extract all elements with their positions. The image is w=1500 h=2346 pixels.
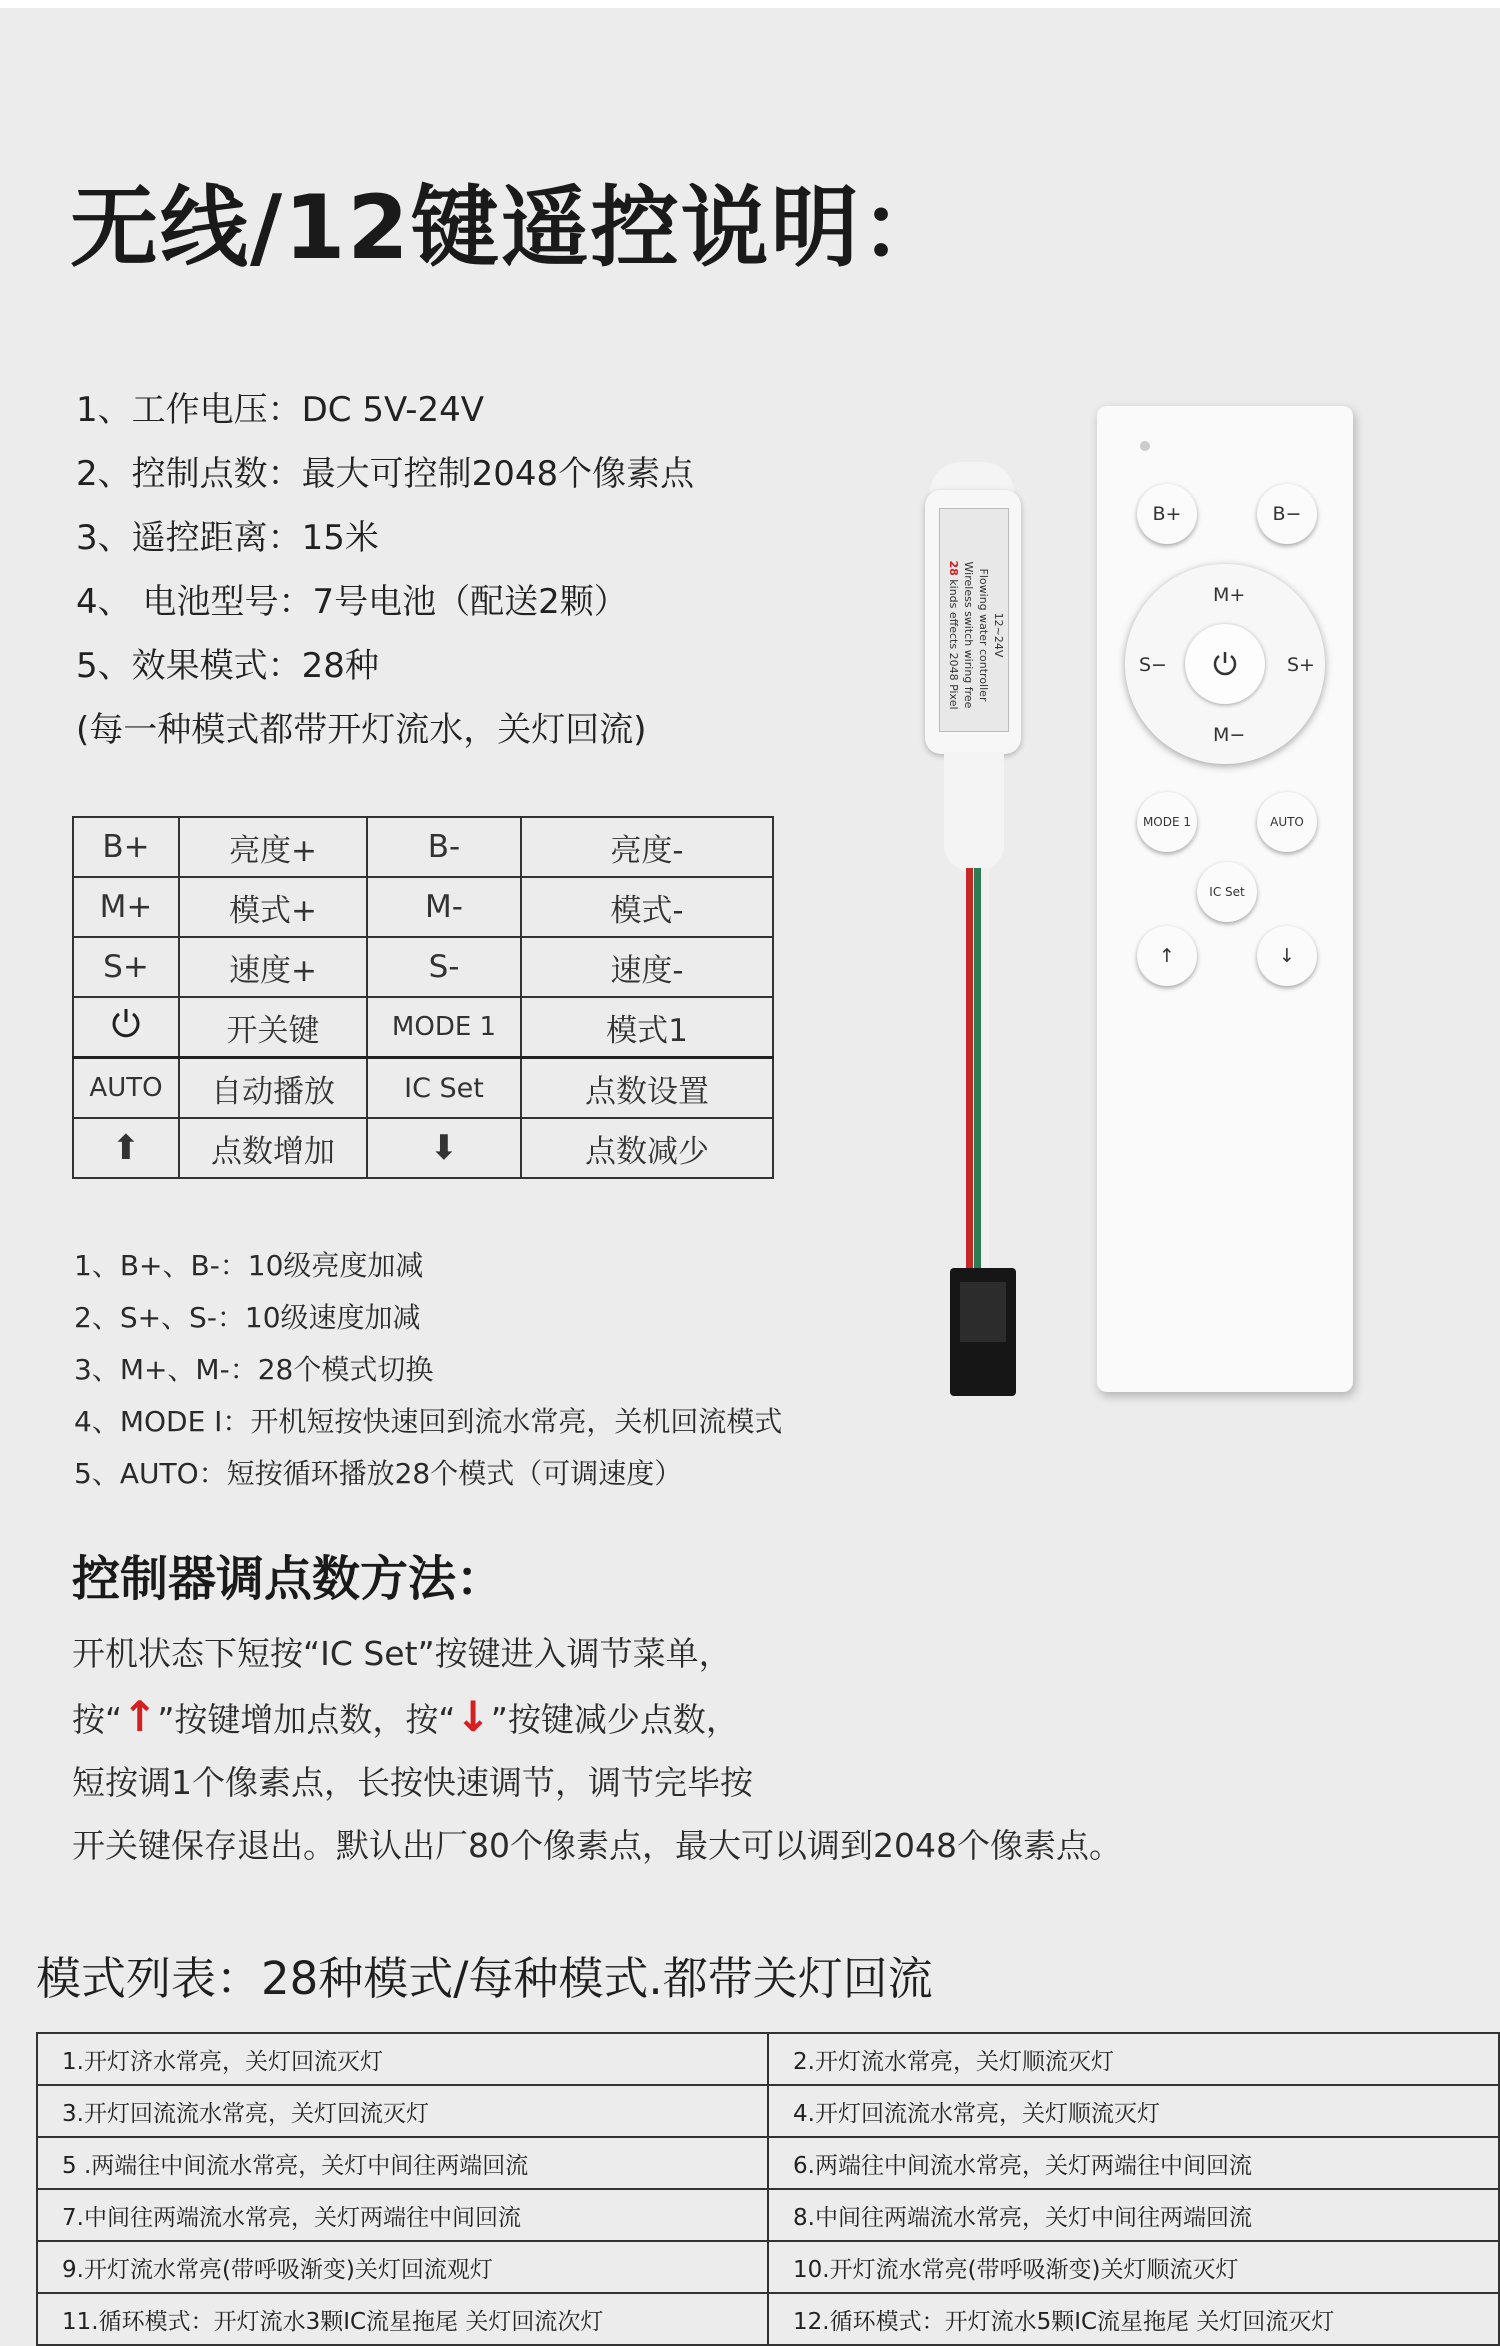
- label-effects: kinds effects 2048 Pixel: [947, 579, 960, 710]
- function-cell: 开关键: [179, 997, 367, 1058]
- table-row: [37, 2189, 1499, 2241]
- remote-down-arrow-icon: ↓: [1257, 926, 1317, 986]
- key-cell: IC Set: [367, 1058, 521, 1119]
- remote-ic-set-button: IC Set: [1197, 862, 1257, 922]
- red-up-arrow-icon: ↑: [122, 1692, 158, 1741]
- table-row: [73, 1058, 773, 1119]
- function-cell: 点数增加: [179, 1118, 367, 1178]
- function-cell: 点数减少: [521, 1118, 773, 1178]
- function-cell: 亮度+: [179, 817, 367, 877]
- mode-cell: 6.两端往中间流水常亮，关灯两端往中间回流: [768, 2137, 1499, 2189]
- method-line: [72, 1685, 1122, 1751]
- key-cell: M+: [73, 877, 179, 937]
- mode-cell: 8.中间往两端流水常亮，关灯中间往两端回流: [768, 2189, 1499, 2241]
- note-item: 2、S+、S-：10级速度加减: [74, 1301, 421, 1334]
- modes-heading: 模式列表：28种模式/每种模式.都带关灯回流: [36, 1952, 933, 2005]
- method-line: 开关键保存退出。默认出厂80个像素点，最大可以调到2048个像素点。: [72, 1826, 1122, 1865]
- mode-cell: 11.循环模式：开灯流水3颗IC流星拖尾 关灯回流次灯: [37, 2293, 768, 2345]
- note-item: 4、MODE I：开机短按快速回到流水常亮，关机回流模式: [74, 1405, 783, 1438]
- function-cell: 自动播放: [179, 1058, 367, 1119]
- top-strip: [0, 0, 1500, 8]
- function-cell: 模式1: [521, 997, 773, 1058]
- mode-cell: 7.中间往两端流水常亮，关灯两端往中间回流: [37, 2189, 768, 2241]
- remote-s-plus-label: S+: [1287, 654, 1315, 676]
- key-cell: B+: [73, 817, 179, 877]
- remote-power-button: [1185, 624, 1265, 704]
- mode-cell: 4.开灯回流流水常亮，关灯顺流灭灯: [768, 2085, 1499, 2137]
- remote-m-minus-label: M−: [1213, 724, 1246, 746]
- function-cell: 模式-: [521, 877, 773, 937]
- key-cell: B-: [367, 817, 521, 877]
- up-arrow-icon: ⬆: [73, 1118, 179, 1178]
- remote-up-arrow-icon: ↑: [1137, 926, 1197, 986]
- green-wire: [974, 868, 981, 1268]
- method-text: [72, 1622, 1122, 1877]
- table-row: [73, 877, 773, 937]
- note-item: 5、AUTO：短按循环播放28个模式（可调速度）: [74, 1457, 683, 1490]
- red-down-arrow-icon: ↓: [455, 1692, 491, 1741]
- controller-strain-relief: [944, 752, 1004, 872]
- mode-cell: 5 .两端往中间流水常亮，关灯中间往两端回流: [37, 2137, 768, 2189]
- mode-cell: 3.开灯回流流水常亮，关灯回流灭灯: [37, 2085, 768, 2137]
- note-item: 1、B+、B-：10级亮度加减: [74, 1249, 424, 1282]
- method-line: 开机状态下短按“IC Set”按键进入调节菜单，: [72, 1634, 732, 1673]
- spec-modes: 5、效果模式：28种: [76, 646, 379, 686]
- table-row: [37, 2293, 1499, 2345]
- table-row: [37, 2033, 1499, 2085]
- mode-cell: 9.开灯流水常亮(带呼吸渐变)关灯回流观灯: [37, 2241, 768, 2293]
- table-row: [73, 997, 773, 1058]
- remote-auto-button: AUTO: [1257, 792, 1317, 852]
- page-title: 无线/12键遥控说明：: [70, 176, 951, 279]
- mode-cell: 12.循环模式：开灯流水5颗IC流星拖尾 关灯回流灭灯: [768, 2293, 1499, 2345]
- function-cell: 速度+: [179, 937, 367, 997]
- mode-list-table: [36, 2032, 1500, 2346]
- table-row: [73, 817, 773, 877]
- power-icon: [109, 1006, 143, 1040]
- key-cell: M-: [367, 877, 521, 937]
- remote-control: [1097, 406, 1353, 1392]
- spec-battery: 4、 电池型号：7号电池（配送2颗）: [76, 582, 628, 622]
- key-cell: MODE 1: [367, 997, 521, 1058]
- key-cell: S-: [367, 937, 521, 997]
- controller-label: [939, 508, 1009, 732]
- remote-led-indicator: [1140, 441, 1150, 451]
- spec-points: 2、控制点数：最大可控制2048个像素点: [76, 454, 695, 494]
- remote-b-minus-button: B−: [1257, 484, 1317, 544]
- down-arrow-icon: ⬇: [367, 1118, 521, 1178]
- red-wire: [966, 868, 973, 1268]
- key-cell: AUTO: [73, 1058, 179, 1119]
- table-row: [37, 2241, 1499, 2293]
- method-text-part: ”按键增加点数，按“: [157, 1700, 456, 1739]
- function-cell: 模式+: [179, 877, 367, 937]
- mode-cell: 1.开灯济水常亮，关灯回流灭灯: [37, 2033, 768, 2085]
- key-function-table: [72, 816, 774, 1179]
- key-notes: [74, 1240, 782, 1500]
- function-cell: 点数设置: [521, 1058, 773, 1119]
- method-text-part: 按“: [72, 1700, 123, 1739]
- table-row: [37, 2137, 1499, 2189]
- table-row: [73, 1118, 773, 1178]
- remote-m-plus-label: M+: [1213, 584, 1246, 606]
- key-cell: [73, 997, 179, 1058]
- mode-cell: 10.开灯流水常亮(带呼吸渐变)关灯顺流灭灯: [768, 2241, 1499, 2293]
- label-line: Wireless switch wiring free: [962, 561, 975, 709]
- method-heading: 控制器调点数方法：: [72, 1551, 505, 1607]
- note-item: 3、M+、M-：28个模式切换: [74, 1353, 434, 1386]
- spec-distance: 3、遥控距离：15米: [76, 518, 379, 558]
- power-icon: [1210, 649, 1240, 679]
- remote-s-minus-label: S−: [1139, 654, 1167, 676]
- function-cell: 亮度-: [521, 817, 773, 877]
- method-text-part: ”按键减少点数，: [490, 1700, 739, 1739]
- remote-mode-button: MODE 1: [1137, 792, 1197, 852]
- led-controller: [925, 490, 1021, 754]
- label-model: 12~24V: [992, 612, 1005, 658]
- table-row: [37, 2085, 1499, 2137]
- white-wire: [982, 868, 989, 1268]
- function-cell: 速度-: [521, 937, 773, 997]
- spec-voltage: 1、工作电压：DC 5V-24V: [76, 390, 485, 430]
- connector-latch: [960, 1282, 1006, 1342]
- spec-list: [76, 378, 694, 762]
- key-cell: S+: [73, 937, 179, 997]
- jst-connector: [950, 1268, 1016, 1396]
- spec-note: (每一种模式都带开灯流水，关灯回流): [76, 710, 647, 750]
- table-row: [73, 937, 773, 997]
- label-line: [946, 529, 961, 732]
- remote-b-plus-button: B+: [1137, 484, 1197, 544]
- mode-cell: 2.开灯流水常亮，关灯顺流灭灯: [768, 2033, 1499, 2085]
- label-count: 28: [947, 560, 960, 576]
- controller-label-text: [946, 529, 1006, 732]
- method-line: 短按调1个像素点，长按快速调节，调节完毕按: [72, 1763, 753, 1802]
- remote-control-ring: [1125, 564, 1325, 764]
- label-line: Flowing water controller: [977, 568, 990, 702]
